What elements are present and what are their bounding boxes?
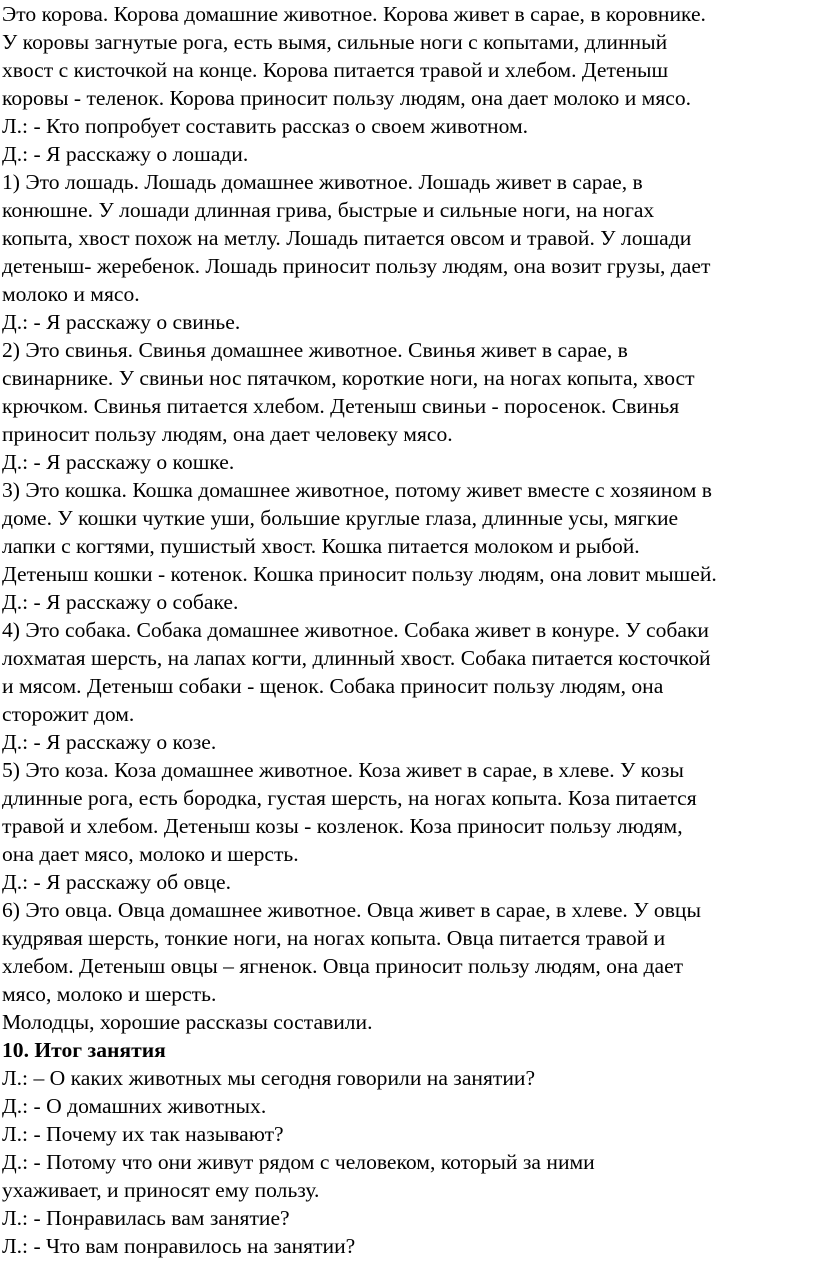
text-line: крючком. Свинья питается хлебом. Детеныш свиньи - поросенок. Свинья xyxy=(2,394,680,418)
text-line: лохматая шерсть, на лапах когти, длинный хвост. Собака питается косточкой xyxy=(2,646,711,670)
text-line: 3) Это кошка. Кошка домашнее животное, потому живет вместе с хозяином в xyxy=(2,478,712,502)
text-line: 1) Это лошадь. Лошадь домашнее животное. Лошадь живет в сарае, в xyxy=(2,170,643,194)
text-line: сторожит дом. xyxy=(2,702,135,726)
text-line: коровы - теленок. Корова приносит пользу людям, она дает молоко и мясо. xyxy=(2,86,692,110)
text-line: Л.: - Понравилась вам занятие? xyxy=(2,1206,290,1230)
text-line: Д.: - Я расскажу о кошке. xyxy=(2,450,235,474)
text-line: копыта, хвост похож на метлу. Лошадь питается овсом и травой. У лошади xyxy=(2,226,692,250)
text-line: Д.: - Я расскажу о козе. xyxy=(2,730,217,754)
text-line: приносит пользу людям, она дает человеку мясо. xyxy=(2,422,453,446)
text-line: детеныш- жеребенок. Лошадь приносит пользу людям, она возит грузы, дает xyxy=(2,254,711,278)
text-line: хлебом. Детеныш овцы – ягненок. Овца приносит пользу людям, она дает xyxy=(2,954,684,978)
text-line: конюшне. У лошади длинная грива, быстрые и сильные ноги, на ногах xyxy=(2,198,655,222)
text-line: Д.: - О домашних животных. xyxy=(2,1094,267,1118)
text-line: У коровы загнутые рога, есть вымя, сильные ноги с копытами, длинный xyxy=(2,30,668,54)
text-line: длинные рога, есть бородка, густая шерсть, на ногах копыта. Коза питается xyxy=(2,786,697,810)
text-line: 5) Это коза. Коза домашнее животное. Коза живет в сарае, в хлеве. У козы xyxy=(2,758,684,782)
text-line: Д.: - Я расскажу о собаке. xyxy=(2,590,239,614)
text-line: свинарнике. У свиньи нос пятачком, короткие ноги, на ногах копыта, хвост xyxy=(2,366,695,390)
text-line: доме. У кошки чуткие уши, большие круглые глаза, длинные усы, мягкие xyxy=(2,506,679,530)
text-line: Л.: - Что вам понравилось на занятии? xyxy=(2,1234,356,1258)
text-line: Д.: - Потому что они живут рядом с человеком, который за ними xyxy=(2,1150,595,1174)
text-line: Л.: - Кто попробует составить рассказ о своем животном. xyxy=(2,114,529,138)
text-line: Детеныш кошки - котенок. Кошка приносит пользу людям, она ловит мышей. xyxy=(2,562,717,586)
text-line: хвост с кисточкой на конце. Корова питается травой и хлебом. Детеныш xyxy=(2,58,669,82)
text-line: молоко и мясо. xyxy=(2,282,140,306)
text-line: кудрявая шерсть, тонкие ноги, на ногах копыта. Овца питается травой и xyxy=(2,926,666,950)
text-line: травой и хлебом. Детеныш козы - козленок. Коза приносит пользу людям, xyxy=(2,814,683,838)
text-line: мясо, молоко и шерсть. xyxy=(2,982,217,1006)
text-line: 2) Это свинья. Свинья домашнее животное. Свинья живет в сарае, в xyxy=(2,338,628,362)
text-line: Это корова. Корова домашние животное. Корова живет в сарае, в коровнике. xyxy=(2,2,706,26)
text-line: Молодцы, хорошие рассказы составили. xyxy=(2,1010,373,1034)
text-line: Л.: - Почему их так называют? xyxy=(2,1122,284,1146)
text-line: она дает мясо, молоко и шерсть. xyxy=(2,842,299,866)
text-line: Д.: - Я расскажу о лошади. xyxy=(2,142,249,166)
text-line: ухаживает, и приносят ему пользу. xyxy=(2,1178,320,1202)
text-line: 6) Это овца. Овца домашнее животное. Овца живет в сарае, в хлеве. У овцы xyxy=(2,898,701,922)
section-heading: 10. Итог занятия xyxy=(2,1038,166,1062)
document-page xyxy=(2,0,814,1260)
text-line: и мясом. Детеныш собаки - щенок. Собака приносит пользу людям, она xyxy=(2,674,664,698)
text-line: 4) Это собака. Собака домашнее животное. Собака живет в конуре. У собаки xyxy=(2,618,709,642)
text-line: лапки с когтями, пушистый хвост. Кошка питается молоком и рыбой. xyxy=(2,534,640,558)
text-line: Д.: - Я расскажу о свинье. xyxy=(2,310,241,334)
text-line: Л.: – О каких животных мы сегодня говорили на занятии? xyxy=(2,1066,536,1090)
text-line: Д.: - Я расскажу об овце. xyxy=(2,870,232,894)
